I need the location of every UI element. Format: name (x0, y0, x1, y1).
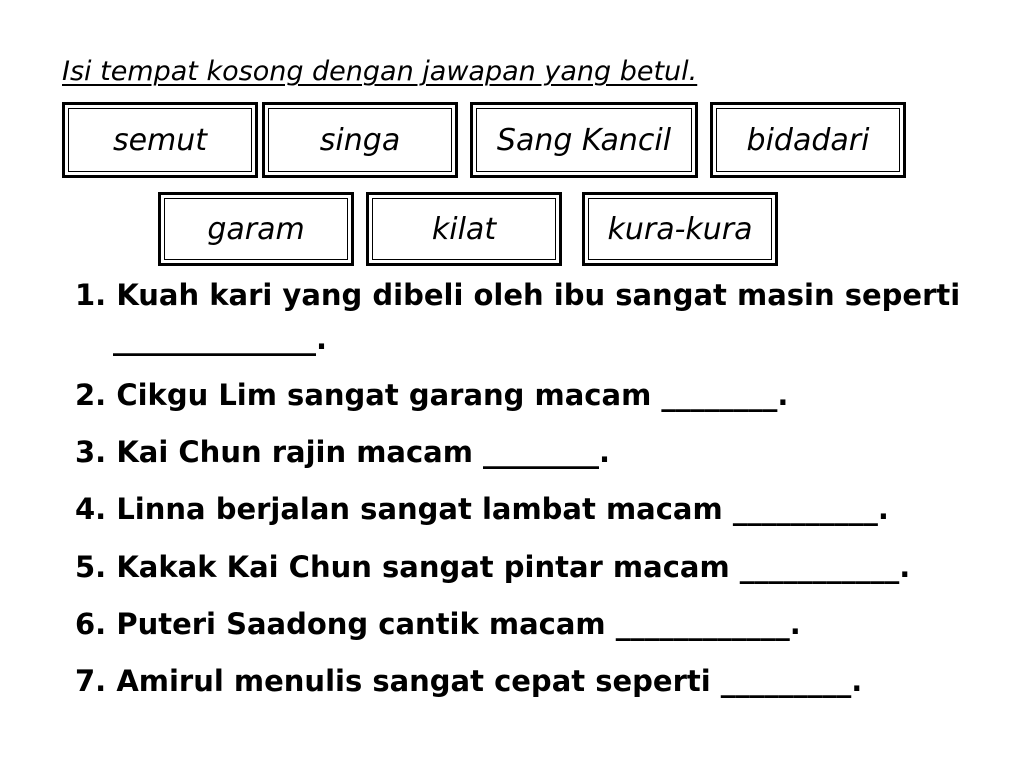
question-4 (75, 492, 889, 527)
question-number: 7. (75, 664, 107, 698)
question-text: Puteri Saadong cantik macam ____________. (116, 607, 801, 641)
word-box-kilat: kilat (366, 192, 562, 266)
question-number: 5. (75, 550, 107, 584)
question-number: 3. (75, 435, 107, 469)
word-box-singa: singa (262, 102, 458, 178)
word-box-garam: garam (158, 192, 354, 266)
question-text: Kuah kari yang dibeli oleh ibu sangat masin seperti (116, 278, 961, 312)
question-text: Kakak Kai Chun sangat pintar macam ___________. (116, 550, 911, 584)
question-number: 2. (75, 378, 107, 412)
question-number: 6. (75, 607, 107, 641)
word-box-sang-kancil: Sang Kancil (470, 102, 698, 178)
question-5 (75, 550, 910, 585)
question-number: 1. (75, 278, 107, 312)
question-1 (75, 278, 960, 313)
question-text: Kai Chun rajin macam ________. (116, 435, 611, 469)
question-3 (75, 435, 610, 470)
question-text: Amirul menulis sangat cepat seperti _________. (116, 664, 863, 698)
question-7 (75, 664, 862, 699)
question-1-blank (113, 322, 327, 357)
word-box-semut: semut (62, 102, 258, 178)
question-number: 4. (75, 492, 107, 526)
answer-blank: ______________. (113, 322, 328, 356)
question-text: Linna berjalan sangat lambat macam __________. (116, 492, 889, 526)
word-box-bidadari: bidadari (710, 102, 906, 178)
question-6 (75, 607, 801, 642)
question-text: Cikgu Lim sangat garang macam ________. (116, 378, 789, 412)
instruction-heading: Isi tempat kosong dengan jawapan yang betul. (62, 56, 698, 87)
word-box-kura-kura: kura-kura (582, 192, 778, 266)
question-2 (75, 378, 788, 413)
